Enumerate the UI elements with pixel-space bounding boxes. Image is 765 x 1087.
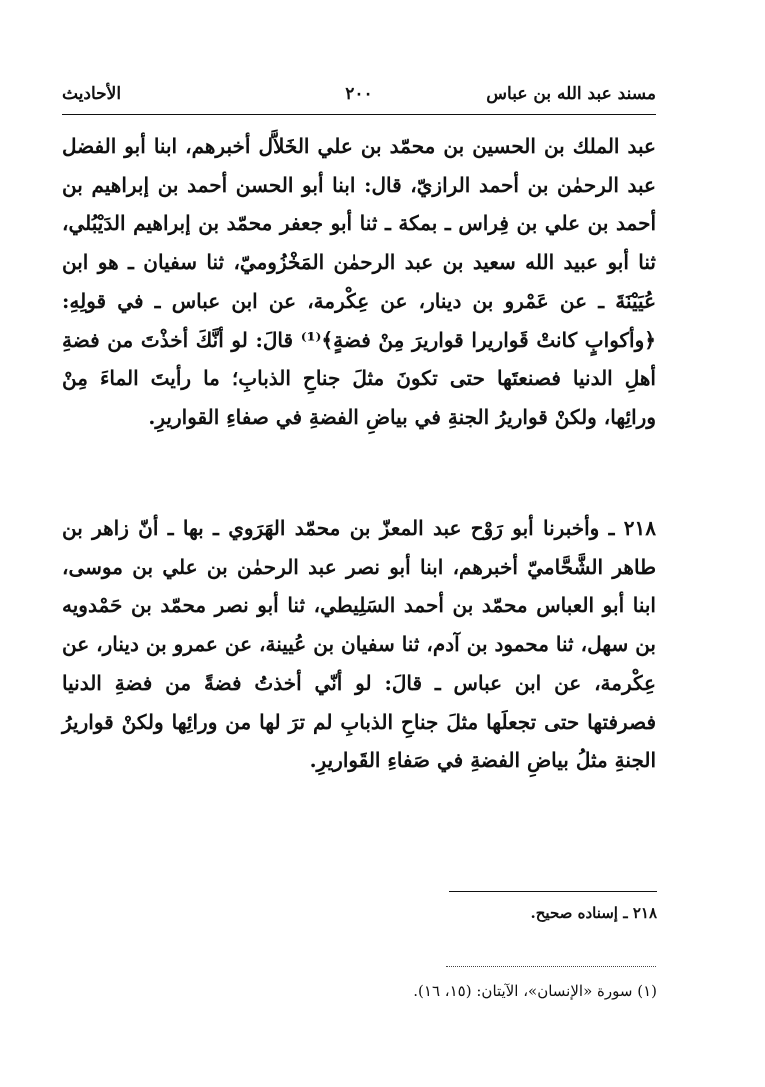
footnote-quran-reference: (١) سورة «الإنسان»، الآيتان: (١٥، ١٦).	[413, 982, 657, 1000]
page-header	[62, 84, 656, 114]
paragraph-continuation: عبد الملك بن الحسين بن محمّد بن علي الخَلاَّل أخبرهم، ابنا أبو الفضل عبد الرحمٰن بن أحمد الرازيّ، قال: ابنا أبو الحسن أحمد بن إبراهيم بن أحمد بن علي بن فِراس ـ بمكة ـ ثنا أبو جعفر محمّد بن إبراهيم الدَيْبُلي، ثنا أبو عبيد الله سعيد بن عبد الرحمٰن المَخْزُوميّ، ثنا سفيان ـ هو ابن عُيَيْنَةَ ـ عن عَمْرو بن دينار، عن عِكْرمة، عن ابن عباس ـ في قولِهِ: ﴿وأكوابٍ كانتْ قَواريرا قواريرَ مِنْ فضةٍ﴾⁽¹⁾ قالَ: لو أنَّكَ أخذْتَ من فضةِ أهلِ الدنيا فصنعتَها حتى تكونَ مثلَ جناحِ الذبابِ؛ ما رأيتَ الماءَ مِنْ ورائِها، ولكنْ قواريرُ الجنةِ في بياضِ الفضةِ في صفاءِ القواريرِ.	[62, 134, 656, 429]
header-book-title: مسند عبد الله بن عباس	[486, 84, 656, 104]
footnote-divider	[449, 891, 657, 892]
header-section-title: الأحاديث	[62, 84, 122, 104]
footnote-hadith-grading: ٢١٨ ـ إسناده صحيح.	[530, 904, 657, 922]
header-page-number: ٢٠٠	[345, 84, 373, 104]
footnote-dotted-divider	[446, 966, 656, 967]
header-divider	[62, 114, 656, 115]
paragraph-hadith-218: ٢١٨ ـ وأخبرنا أبو رَوْح عبد المعزّ بن محمّد الهَرَوي ـ بها ـ أنّ زاهر بن طاهر الشَّحَّاميّ أخبرهم، ابنا أبو نصر عبد الرحمٰن بن علي بن موسى، ابنا أبو العباس محمّد بن أحمد السَلِيطي، ثنا أبو نصر محمّد بن حَمْدويه بن سهل، ثنا محمود بن آدم، ثنا سفيان بن عُيينة، عن عمرو بن دينار، عن عِكْرمة، عن ابن عباس ـ قالَ: لو أنّي أخذتُ فضةً من فضةِ الدنيا فصرفتها حتى تجعلَها مثلَ جناحِ الذبابِ لم ترَ لها من ورائِها ولكنْ قواريرُ الجنةِ مثلُ بياضِ الفضةِ في صَفاءِ القَواريرِ.	[62, 516, 656, 773]
